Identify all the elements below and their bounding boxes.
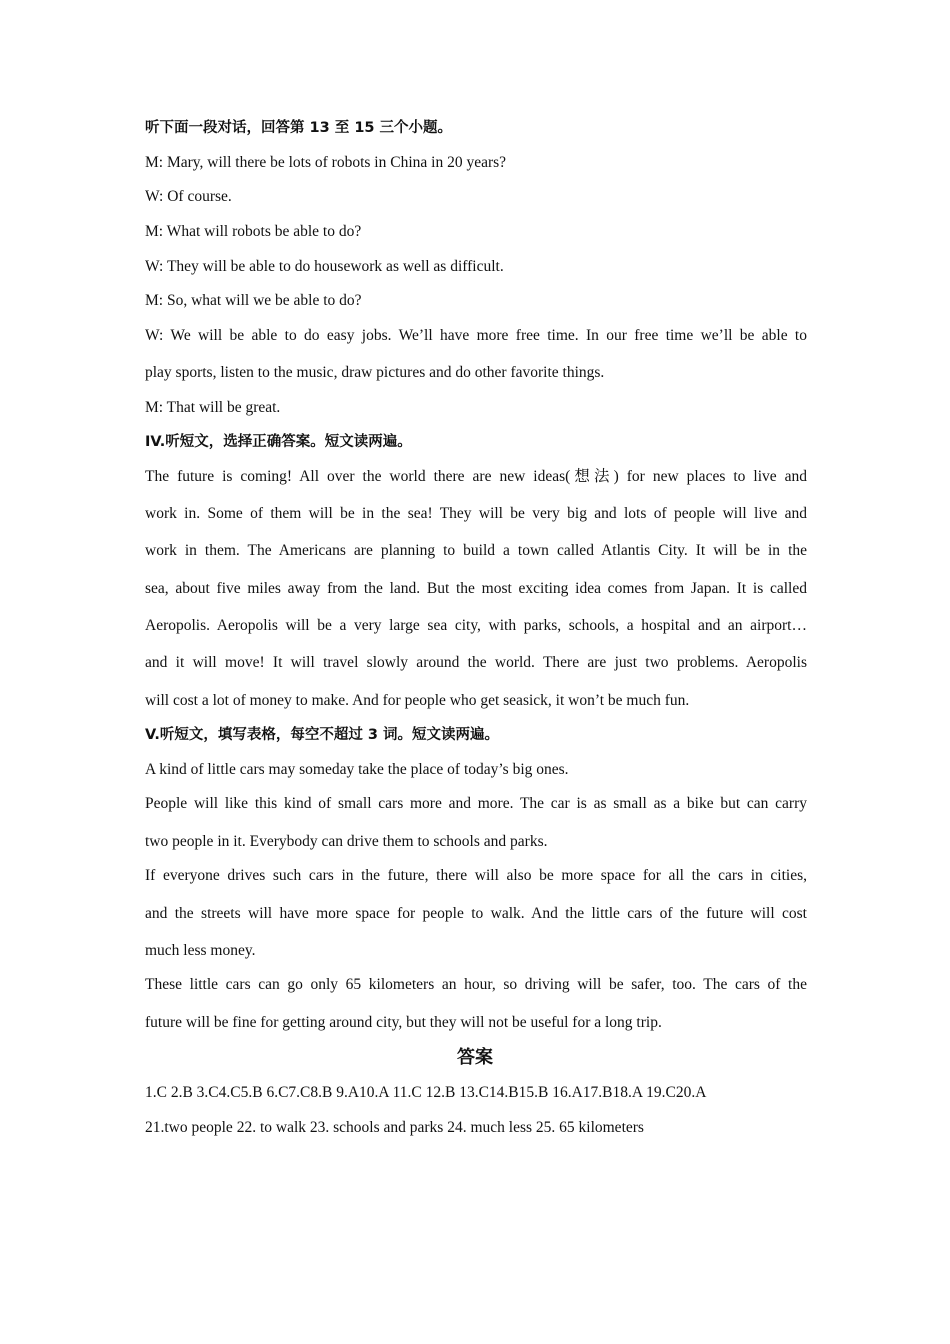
passage-line: People will like this kind of small cars more and more. The car is as small as a bike but can carry: [145, 795, 807, 812]
passage-line: If everyone drives such cars in the future, there will also be more space for all the cars in cities,: [145, 867, 807, 884]
dialogue-line: M: That will be great.: [145, 399, 281, 416]
dialogue-line: M: Mary, will there be lots of robots in China in 20 years?: [145, 154, 507, 171]
answers-line: 21.two people 22. to walk 23. schools and parks 24. much less 25. 65 kilometers: [145, 1119, 644, 1136]
passage-line: and the streets will have more space for people to walk. And the little cars of the future will cost: [145, 905, 807, 922]
dialogue-line: W: Of course.: [145, 188, 232, 205]
passage-line: Aeropolis. Aeropolis will be a very large sea city, with parks, schools, a hospital and an airport…: [145, 617, 807, 634]
passage-line: future will be fine for getting around city, but they will not be useful for a long trip.: [145, 1014, 662, 1031]
dialogue-line: W: They will be able to do housework as well as difficult.: [145, 258, 504, 275]
section-heading-v: V.听短文，填写表格，每空不超过 3 词。短文读两遍。: [145, 727, 500, 743]
dialogue-line: M: So, what will we be able to do?: [145, 292, 362, 309]
passage-line: will cost a lot of money to make. And for people who get seasick, it won’t be much fun.: [145, 692, 690, 709]
passage-line: work in them. The Americans are planning to build a town called Atlantis City. It will be in the: [145, 542, 807, 559]
passage-line: A kind of little cars may someday take the place of today’s big ones.: [145, 761, 569, 778]
section-heading-iv: IV.听短文，选择正确答案。短文读两遍。: [145, 434, 412, 450]
passage-line: and it will move! It will travel slowly around the world. There are just two problems. Aeropolis: [145, 654, 807, 671]
passage-line: The future is coming! All over the world there are new ideas(想法) for new places to live and: [145, 468, 807, 485]
dialogue-line: play sports, listen to the music, draw pictures and do other favorite things.: [145, 364, 605, 381]
dialogue-line: W: We will be able to do easy jobs. We’ll have more free time. In our free time we’ll be able to: [145, 327, 807, 344]
passage-line: much less money.: [145, 942, 256, 959]
section-heading-dialogue: 听下面一段对话，回答第 13 至 15 三个小题。: [145, 120, 453, 136]
dialogue-line: M: What will robots be able to do?: [145, 223, 362, 240]
answers-title: 答案: [457, 1047, 493, 1068]
passage-line: work in. Some of them will be in the sea! They will be very big and lots of people will live and: [145, 505, 807, 522]
passage-line: These little cars can go only 65 kilometers an hour, so driving will be safer, too. The cars of the: [145, 976, 807, 993]
passage-line: two people in it. Everybody can drive them to schools and parks.: [145, 833, 548, 850]
answers-line: 1.C 2.B 3.C4.C5.B 6.C7.C8.B 9.A10.A 11.C 12.B 13.C14.B15.B 16.A17.B18.A 19.C20.A: [145, 1084, 707, 1101]
passage-line: sea, about five miles away from the land. But the most exciting idea comes from Japan. It is called: [145, 580, 807, 597]
